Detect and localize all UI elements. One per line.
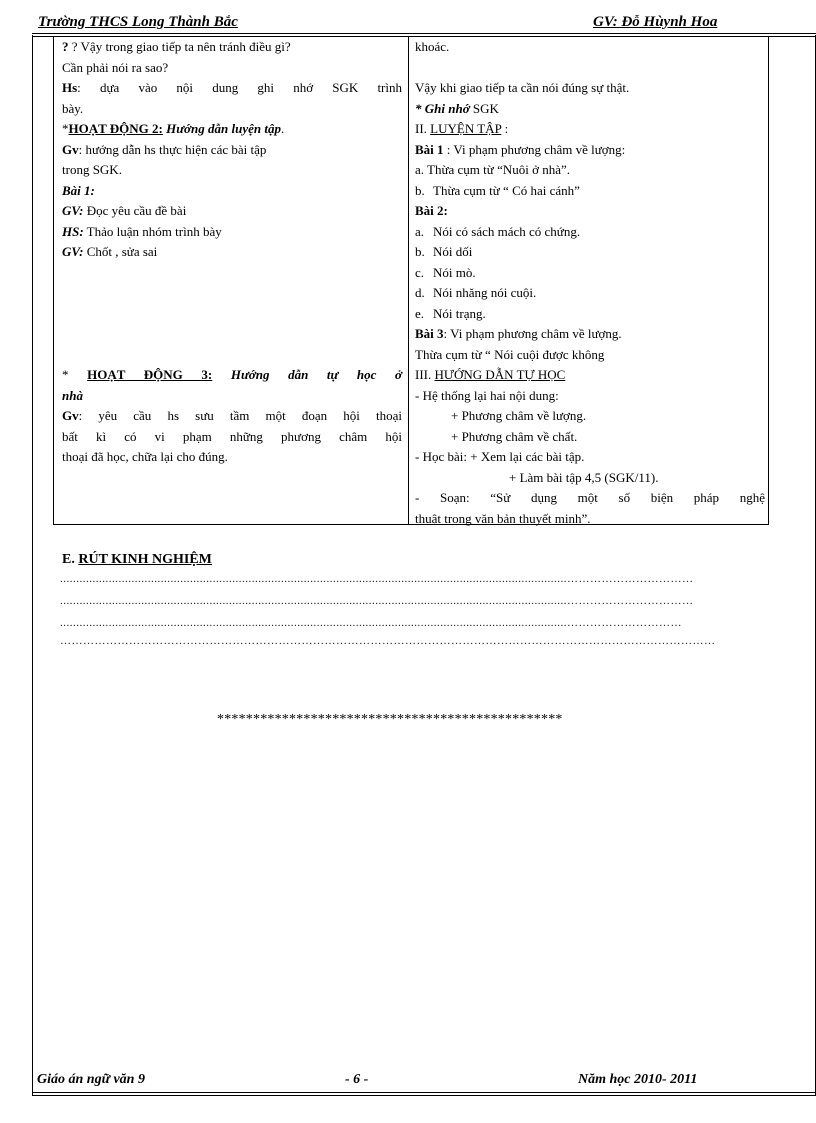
section-2-heading: II. LUYỆN TẬP : xyxy=(415,121,509,136)
column-divider xyxy=(408,36,409,525)
text-line: Gv: yêu cầu hs sưu tầm một đoạn hội thoại xyxy=(62,408,402,423)
footer-year: Năm học 2010- 2011 xyxy=(578,1072,698,1087)
footer-rule-2 xyxy=(32,1095,816,1096)
footer-subject: Giáo án ngữ văn 9 xyxy=(37,1072,145,1087)
text-line: GV: Đọc yêu cầu đề bài xyxy=(62,203,187,218)
text-line: - Học bài: + Xem lại các bài tập. xyxy=(415,449,585,464)
text-line: Bài 3: Vi phạm phương châm về lượng. xyxy=(415,326,622,341)
experience-heading: E. RÚT KINH NGHIỆM xyxy=(62,552,212,567)
text-line: trong SGK. xyxy=(62,162,122,177)
text-line: - Soạn: “Sử dụng một số biện pháp nghệ xyxy=(415,490,765,505)
teacher-activity-column xyxy=(62,37,402,468)
text-line: Hs: dựa vào nội dung ghi nhớ SGK trình xyxy=(62,80,402,95)
text-line: HS: Thảo luận nhóm trình bày xyxy=(62,223,222,239)
list-item: d. Nói nhăng nói cuội. xyxy=(415,285,537,300)
text-line: thuật trong văn bản thuyết minh”. xyxy=(415,510,591,526)
dotted-line: ……………………………………………………………………………………………………………………………………………………… xyxy=(60,635,716,647)
activity-2-heading: *HOẠT ĐỘNG 2: Hướng dẫn luyện tập. xyxy=(62,121,285,136)
exercise-1-label: Bài 1: xyxy=(62,182,95,198)
list-item: a. Thừa cụm từ “Nuôi ở nhà”. xyxy=(415,162,571,177)
text-line: thoại đã học, chữa lại cho đúng. xyxy=(62,449,228,464)
header-teacher: GV: Đỗ Hùynh Hoa xyxy=(593,14,718,30)
text-line: Gv: hướng dẫn hs thực hiện các bài tập xyxy=(62,141,267,157)
text-line: nhà xyxy=(62,387,83,403)
text-line: Thừa cụm từ “ Nói cuội được không xyxy=(415,346,605,362)
list-item: e. Nói trạng. xyxy=(415,305,486,321)
activity-3-heading: * HOẠT ĐỘNG 3: Hướng dẫn tự học ở xyxy=(62,367,403,382)
exercise-2-label: Bài 2: xyxy=(415,203,448,218)
separator-stars: ************************************************ xyxy=(217,712,563,727)
text-line: Vậy khi giao tiếp ta cần nói đúng sự thật. xyxy=(415,80,630,95)
page-number: - 6 - xyxy=(345,1072,369,1087)
list-item: a. Nói có sách mách có chứng. xyxy=(415,223,581,239)
page-frame-left xyxy=(32,35,33,1095)
list-item: b. Thừa cụm từ “ Có hai cánh” xyxy=(415,182,580,198)
section-3-heading: III. HƯỚNG DẪN TỰ HỌC xyxy=(415,367,566,382)
header-school: Trường THCS Long Thành Bắc xyxy=(38,14,238,30)
text-line: Bài 1 : Vi phạm phương châm về lượng: xyxy=(415,141,626,157)
text-line: - Hệ thống lại hai nội dung: xyxy=(415,387,559,403)
list-item: c. Nói mò. xyxy=(415,264,476,280)
text-line: + Phương châm về lượng. xyxy=(451,408,587,423)
dotted-line: ............................................................................................................................................................…………………………… xyxy=(60,595,694,607)
dotted-line: ............................................................................................................................................................…………………………… xyxy=(60,573,694,585)
text-line: + Phương châm về chất. xyxy=(451,428,578,444)
text-line: GV: Chốt , sửa sai xyxy=(62,244,158,259)
text-line: bất kì có vi phạm những phương châm hội xyxy=(62,428,402,444)
text-line: Cần phải nói ra sao? xyxy=(62,59,169,75)
header-rule xyxy=(32,33,816,34)
text-line: bày. xyxy=(62,100,84,116)
content-column xyxy=(415,37,765,529)
footer-rule xyxy=(32,1092,816,1093)
list-item: b. Nói dối xyxy=(415,244,473,259)
text-line: khoác. xyxy=(415,39,450,54)
dotted-line: ............................................................................................................................................................………………………… xyxy=(60,617,682,629)
question-line: ? ? Vậy trong giao tiếp ta nên tránh điều gì? xyxy=(62,39,291,54)
memo-line: * Ghi nhớ SGK xyxy=(415,100,499,116)
text-line: + Làm bài tập 4,5 (SGK/11). xyxy=(509,469,659,485)
